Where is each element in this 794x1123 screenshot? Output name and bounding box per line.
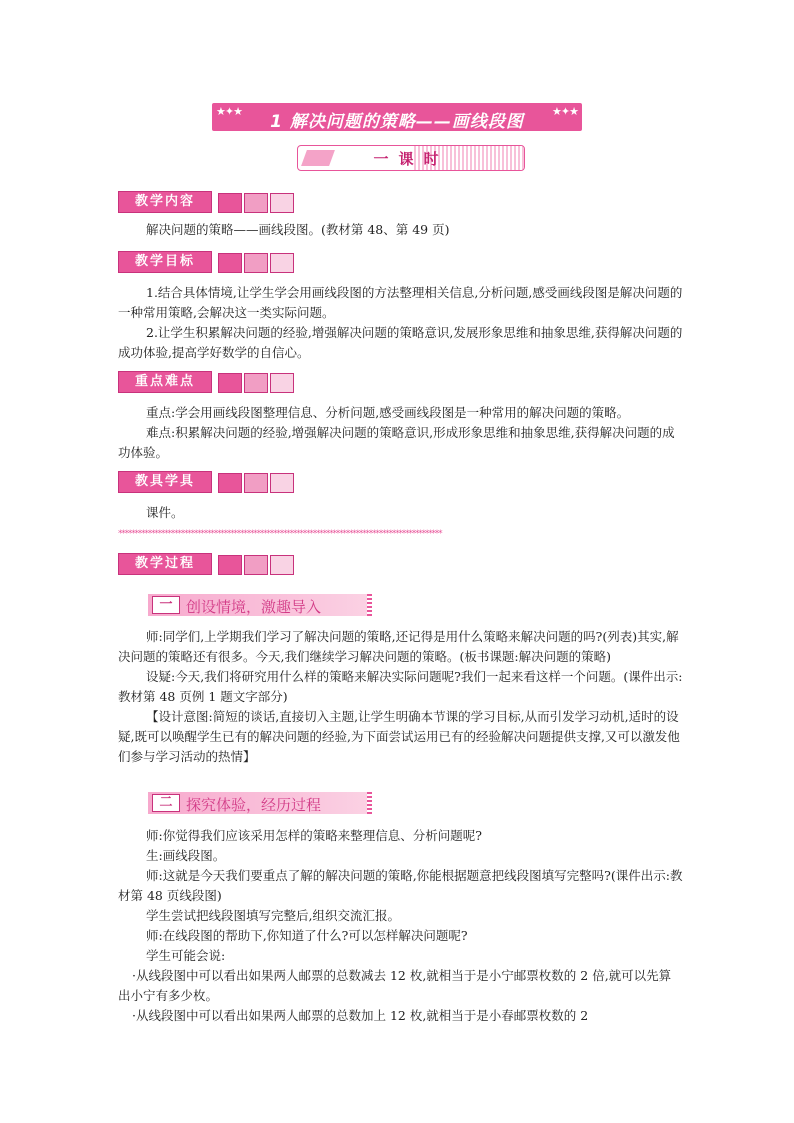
step-end-decoration	[367, 792, 372, 814]
block-decoration	[270, 193, 294, 213]
paragraph: 师:这就是今天我们要重点了解的解决问题的策略,你能根据题意把线段图填写完整吗?(课件出示:教材第 48 页线段图)	[118, 868, 683, 903]
lesson-badge	[297, 145, 525, 171]
star-divider: **************************************************************************************************	[118, 529, 442, 539]
tools-text-block	[118, 503, 683, 523]
step-title: 探究体验，经历过程	[186, 796, 322, 814]
lesson-label: 一课时	[373, 150, 449, 168]
step-number: 一	[152, 596, 180, 614]
goals-text-block	[118, 283, 683, 363]
content-text-block	[118, 220, 683, 240]
section-label: 重点难点	[118, 371, 212, 393]
block-decoration	[270, 555, 294, 575]
goal-item: 2.让学生积累解决问题的经验,增强解决问题的策略意识,发展形象思维和抽象思维,获得解决问题的成功体验,提高学好数学的自信心。	[118, 325, 683, 360]
step-end-decoration	[367, 594, 372, 616]
block-decoration	[218, 555, 242, 575]
key-item: 难点:积累解决问题的经验,增强解决问题的策略意识,形成形象思维和抽象思维,获得解决问题的成功体验。	[118, 425, 675, 460]
paragraph: 学生尝试把线段图填写完整后,组织交流汇报。	[146, 908, 400, 923]
step-2-body	[118, 826, 683, 1026]
section-label: 教学目标	[118, 251, 212, 273]
bullet-item: ·从线段图中可以看出如果两人邮票的总数减去 12 枚,就相当于是小宁邮票枚数的 2 倍,就可以先算出小宁有多少枚。	[118, 968, 672, 1003]
paragraph: 学生可能会说:	[146, 948, 226, 963]
block-decoration	[270, 373, 294, 393]
paragraph: 师:同学们,上学期我们学习了解决问题的策略,还记得是用什么策略来解决问题的吗?(列表)其实,解决问题的策略还有很多。今天,我们继续学习解决问题的策略。(板书课题:解决问题的策略)	[118, 629, 679, 664]
paragraph: 设疑:今天,我们将研究用什么样的策略来解决实际问题呢?我们一起来看这样一个问题。(课件出示:教材第 48 页例 1 题文字部分)	[118, 669, 683, 704]
tools-text: 课件。	[146, 505, 184, 520]
step-header-1	[148, 594, 372, 616]
step-1-body	[118, 627, 683, 767]
stars-right-icon: ★✦★	[552, 105, 578, 118]
block-decoration	[244, 473, 268, 493]
step-number: 二	[152, 794, 180, 812]
block-decoration	[218, 473, 242, 493]
block-decoration	[218, 373, 242, 393]
key-item: 重点:学会用画线段图整理信息、分析问题,感受画线段图是一种常用的解决问题的策略。	[146, 405, 630, 420]
block-decoration	[244, 193, 268, 213]
section-label: 教学过程	[118, 553, 212, 575]
block-decoration	[218, 193, 242, 213]
block-decoration	[270, 253, 294, 273]
key-text-block	[118, 403, 683, 463]
page-title: 1 解决问题的策略——画线段图	[270, 112, 524, 132]
stars-left-icon: ★✦★	[216, 105, 242, 118]
block-decoration	[270, 473, 294, 493]
section-label: 教具学具	[118, 471, 212, 493]
block-decoration	[244, 555, 268, 575]
paragraph: 师:在线段图的帮助下,你知道了什么?可以怎样解决问题呢?	[146, 928, 468, 943]
block-decoration	[244, 253, 268, 273]
step-header-2	[148, 792, 372, 814]
bullet-item: ·从线段图中可以看出如果两人邮票的总数加上 12 枚,就相当于是小春邮票枚数的 2	[132, 1008, 589, 1023]
title-banner	[212, 103, 582, 131]
design-intent: 【设计意图:简短的谈话,直接切入主题,让学生明确本节课的学习目标,从而引发学习动机,适时的设疑,既可以唤醒学生已有的解决问题的经验,为下面尝试运用已有的经验解决问题提供支撑,又可以激发他们参与学习活动的热情】	[118, 709, 680, 764]
content-text: 解决问题的策略——画线段图。(教材第 48、第 49 页)	[146, 222, 450, 237]
block-decoration	[218, 253, 242, 273]
step-title: 创设情境，激趣导入	[186, 598, 322, 616]
section-label: 教学内容	[118, 191, 212, 213]
paragraph: 师:你觉得我们应该采用怎样的策略来整理信息、分析问题呢?	[146, 828, 482, 843]
paragraph: 生:画线段图。	[146, 848, 226, 863]
goal-item: 1.结合具体情境,让学生学会用画线段图的方法整理相关信息,分析问题,感受画线段图是解决问题的一种常用策略,会解决这一类实际问题。	[118, 285, 683, 320]
block-decoration	[244, 373, 268, 393]
